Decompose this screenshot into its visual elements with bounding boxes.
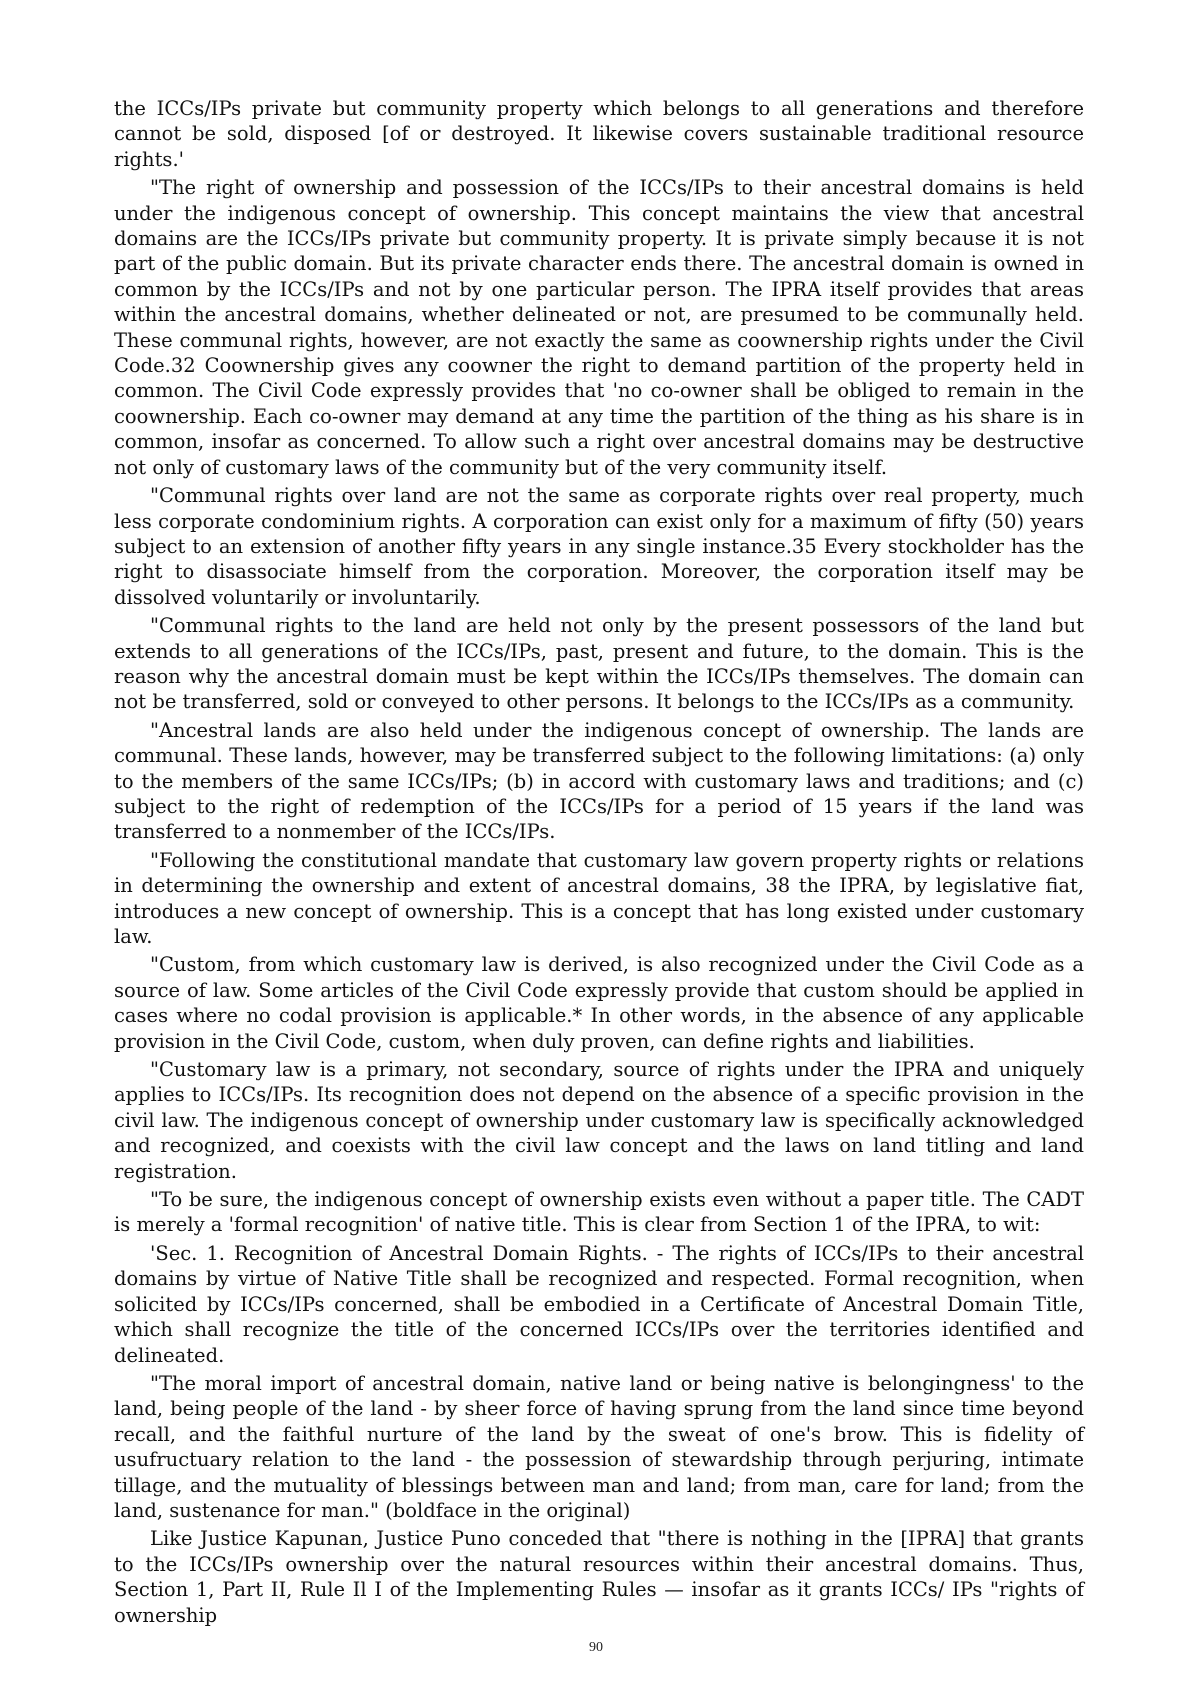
paragraph-moral-import: "The moral import of ancestral domain, native land or being native is belongingness' to the land, being people of the land - by sheer force of having sprung from the land since time beyond recall, and the faithful nurture of the land by the sweat of one's brow. This is fidelity of usufructuary relation to the land - the possession of stewardship through perjuring, intimate tillage, and the mutuality of blessings between man and land; from man, care for land; from the land, sustenance for man." (boldface in the original) (114, 1371, 1084, 1522)
paragraph-justice-puno: Like Justice Kapunan, Justice Puno conceded that "there is nothing in the [IPRA] that grants to the ICCs/IPs ownership over the natural resources within their ancestral domains. Thus, Section 1, Part II, Rule Il I of the Implementing Rules — insofar as it grants ICCs/ IPs "rights of ownership (114, 1527, 1084, 1627)
paragraph-all-generations: "Communal rights to the land are held not only by the present possessors of the land but extends to all generations of the ICCs/IPs, past, present and future, to the domain. This is the reason why the ancestral domain must be kept within the ICCs/IPs themselves. The domain can not be transferred, sold or conveyed to other persons. It belongs to the ICCs/IPs as a community. (114, 614, 1084, 714)
page-number: 90 (589, 1640, 603, 1655)
paragraph-customary-law-primary: "Customary law is a primary, not secondary, source of rights under the IPRA and uniquely applies to ICCs/IPs. Its recognition does not depend on the absence of a specific provision in the civil law. The indigenous concept of ownership under customary law is specifically acknowledged and recognized, and coexists with the civil law concept and the laws on land titling and land registration. (114, 1058, 1084, 1183)
paragraph-paper-title: "To be sure, the indigenous concept of ownership exists even without a paper title. The CADT is merely a 'formal recognition' of native title. This is clear from Section 1 of the IPRA, to wit: (114, 1188, 1084, 1237)
paragraph-continuation: the ICCs/IPs private but community property which belongs to all generations and therefore cannot be sold, disposed [of or destroyed. It likewise covers sustainable traditional resource rights.' (114, 97, 1084, 171)
paragraph-custom-source-of-law: "Custom, from which customary law is derived, is also recognized under the Civil Code as a source of law. Some articles of the Civil Code expressly provide that custom should be applied in cases where no codal provision is applicable.* In other words, in the absence of any applicable provision in the Civil Code, custom, when duly proven, can define rights and liabilities. (114, 953, 1084, 1053)
document-body (114, 96, 1084, 1631)
paragraph-constitutional-mandate: "Following the constitutional mandate that customary law govern property rights or relations in determining the ownership and extent of ancestral domains, 38 the IPRA, by legislative fiat, introduces a new concept of ownership. This is a concept that has long existed under customary law. (114, 848, 1084, 948)
paragraph-communal-vs-corporate: "Communal rights over land are not the same as corporate rights over real property, much less corporate condominium rights. A corporation can exist only for a maximum of fifty (50) years subject to an extension of another fifty years in any single instance.35 Every stockholder has the right to disassociate himself from the corporation. Moreover, the corporation itself may be dissolved voluntarily or involuntarily. (114, 484, 1084, 609)
paragraph-ancestral-lands: "Ancestral lands are also held under the indigenous concept of ownership. The lands are communal. These lands, however, may be transferred subject to the following limitations: (a) only to the members of the same ICCs/IPs; (b) in accord with customary laws and traditions; and (c) subject to the right of redemption of the ICCs/IPs for a period of 15 years if the land was transferred to a nonmember of the ICCs/IPs. (114, 718, 1084, 844)
paragraph-ownership-concept: "The right of ownership and possession of the ICCs/IPs to their ancestral domains is held under the indigenous concept of ownership. This concept maintains the view that ancestral domains are the ICCs/IPs private but community property. It is private simply because it is not part of the public domain. But its private character ends there. The ancestral domain is owned in common by the ICCs/IPs and not by one particular person. The IPRA itself provides that areas within the ancestral domains, whether delineated or not, are presumed to be communally held. These communal rights, however, are not exactly the same as coownership rights under the Civil Code.32 Coownership gives any coowner the right to demand partition of the property held in common. The Civil Code expressly provides that 'no co-owner shall be obliged to remain in the coownership. Each co-owner may demand at any time the partition of the thing as his share is in common, insofar as concerned. To allow such a right over ancestral domains may be destructive not only of customary laws of the community but of the very community itself. (114, 176, 1084, 479)
paragraph-section-1-quote: 'Sec. 1. Recognition of Ancestral Domain Rights. - The rights of ICCs/IPs to their ancestral domains by virtue of Native Title shall be recognized and respected. Formal recognition, when solicited by ICCs/IPs concerned, shall be embodied in a Certificate of Ancestral Domain Title, which shall recognize the title of the concerned ICCs/IPs over the territories identified and delineated. (114, 1241, 1084, 1367)
